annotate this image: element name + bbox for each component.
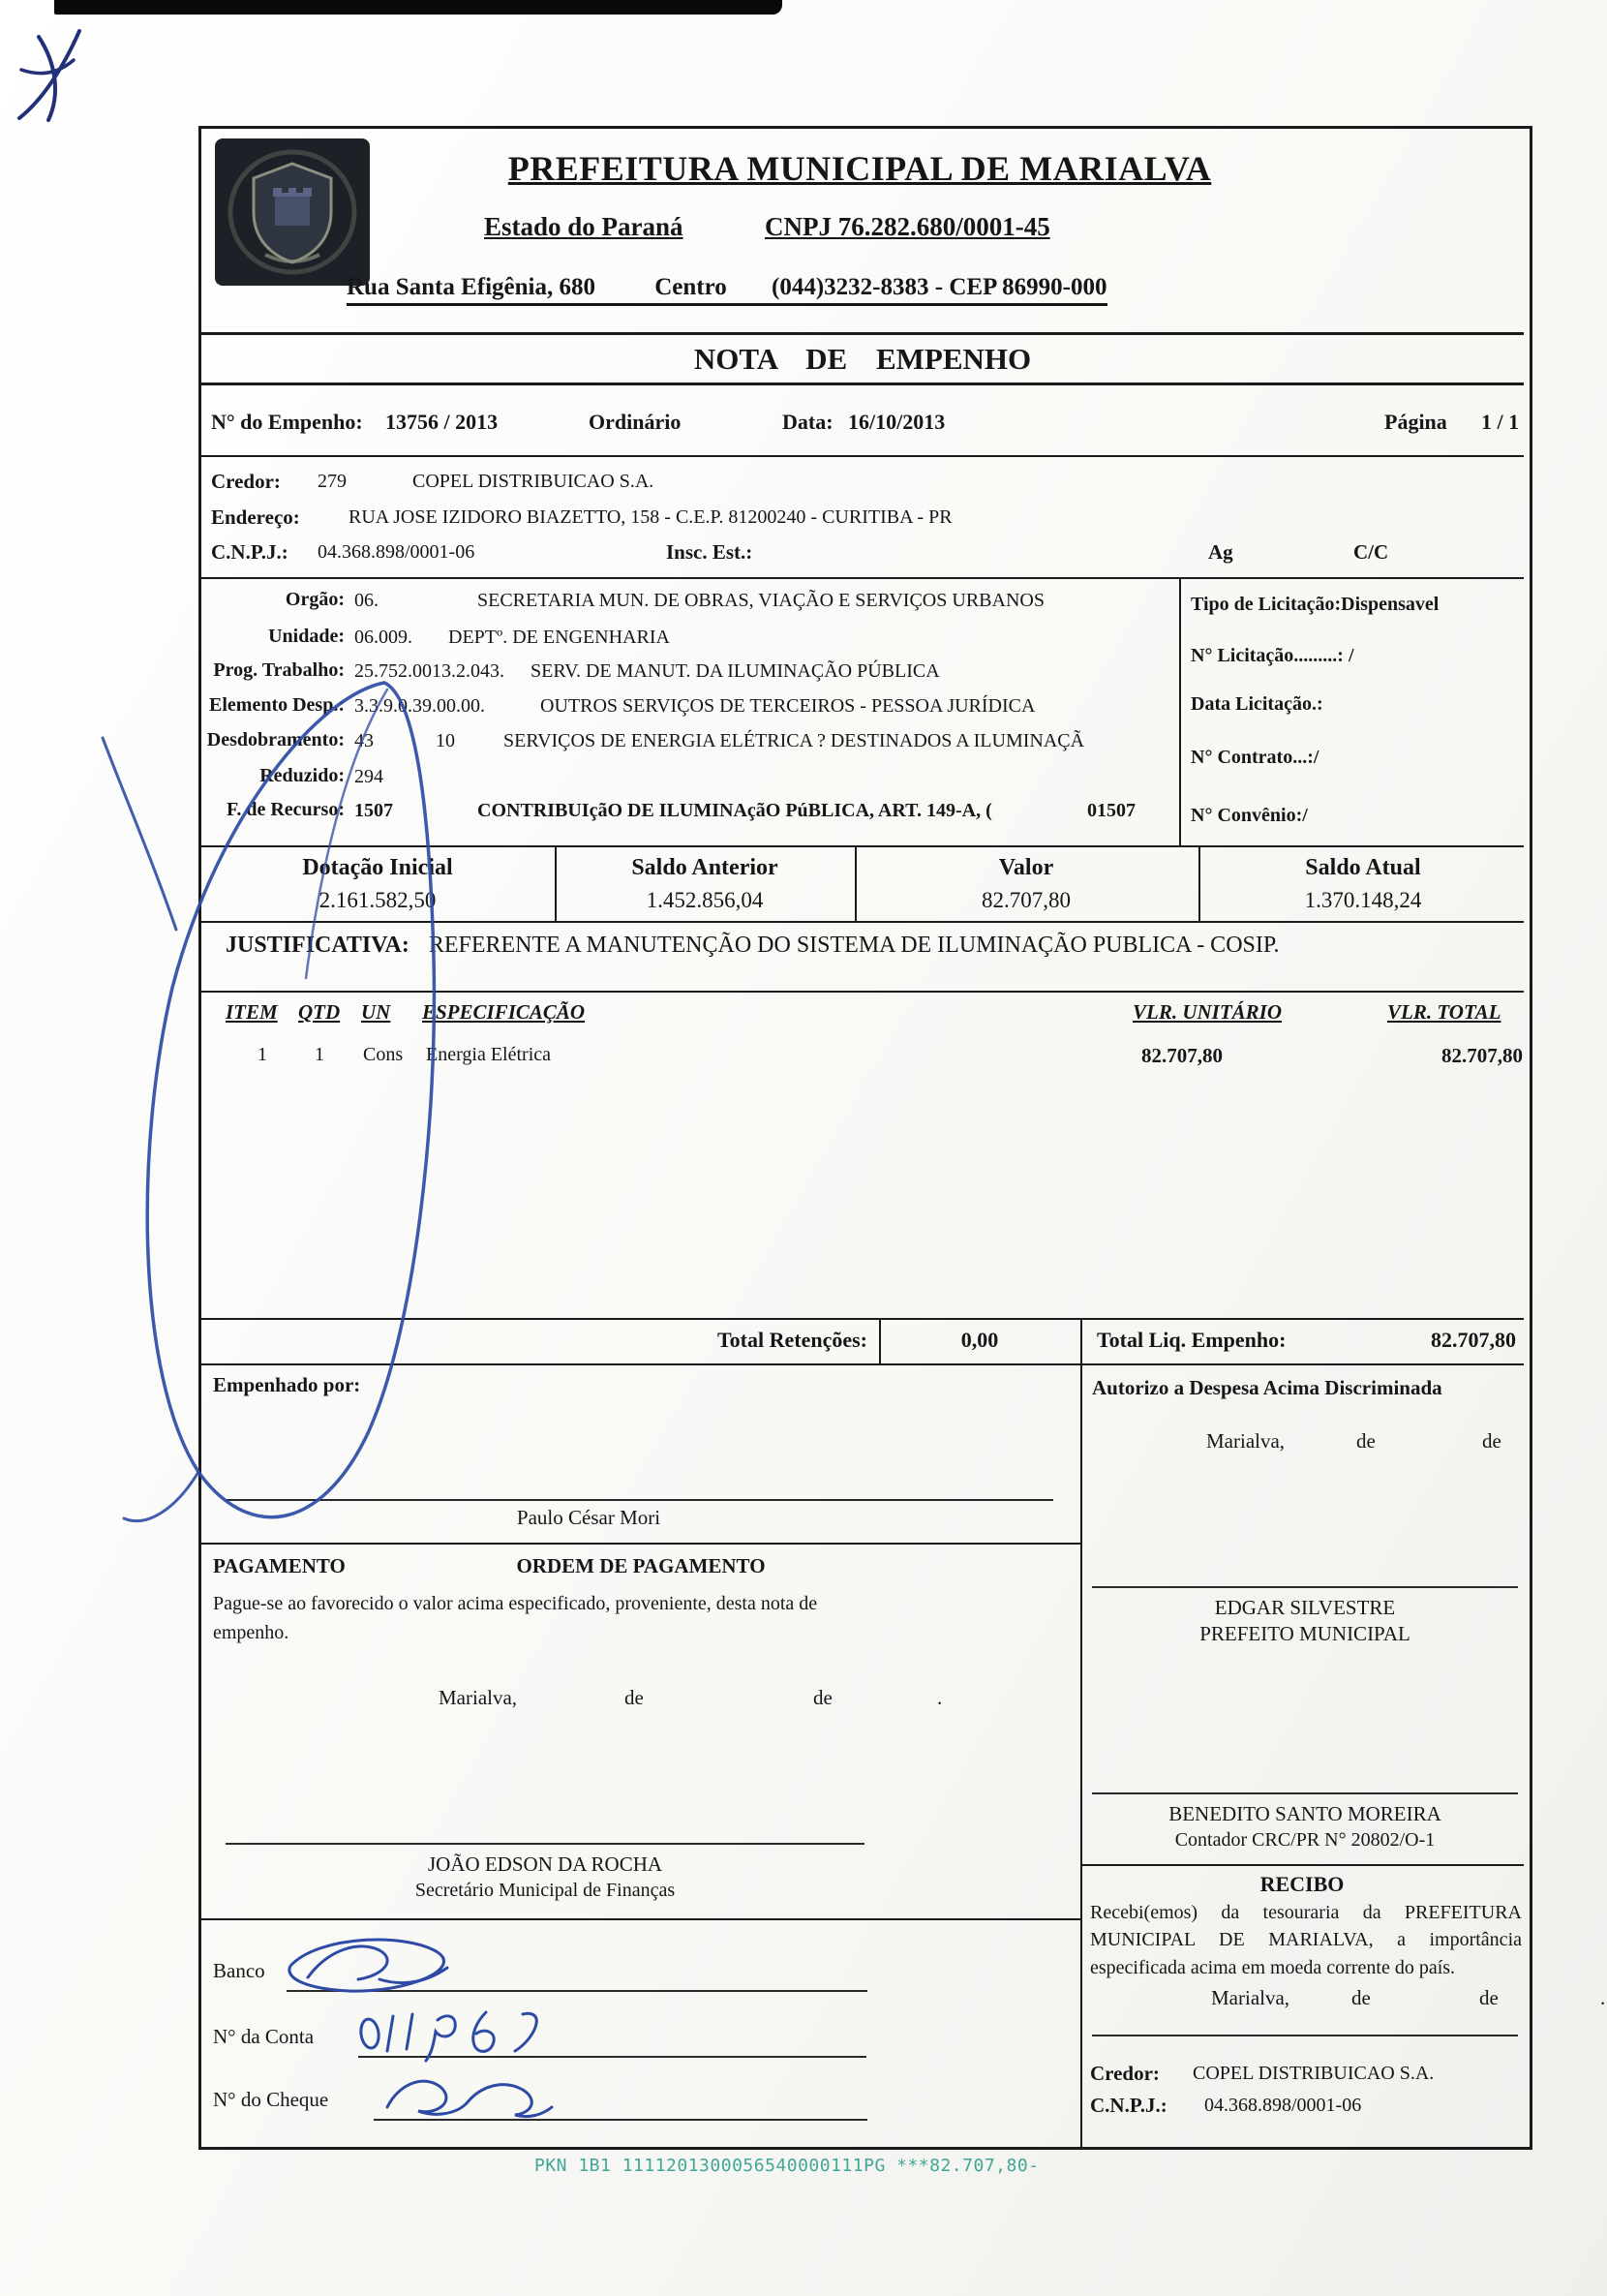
elemento-desp-code: 3.3.9.0.39.00.00.	[354, 695, 485, 717]
saldo-anterior-valor: 1.452.856,04	[646, 888, 764, 912]
total-retencoes-label: Total Retenções:	[717, 1328, 867, 1352]
col-vlr-unitario: VLR. UNITÁRIO	[1133, 1000, 1283, 1024]
credor-code: 279	[318, 471, 347, 492]
divider-line	[1198, 845, 1200, 921]
valor-valor: 82.707,80	[982, 888, 1071, 912]
secretario-cargo: Secretário Municipal de Finanças	[414, 1880, 676, 1901]
signature-line-contador	[1092, 1792, 1518, 1794]
orgao-code: 06.	[354, 590, 379, 611]
col-especificacao: ESPECIFICAÇÃO	[422, 1000, 586, 1024]
endereco-value: RUA JOSE IZIDORO BIAZETTO, 158 - C.E.P. 81200240 - CURITIBA - PR	[349, 506, 953, 528]
scan-artifact-top-bar	[54, 0, 782, 15]
licitacao-numero: N° Licitação.........: /	[1191, 645, 1354, 666]
pagamento-texto: Pague-se ao favorecido o valor acima especificado, proveniente, desta nota de empenho.	[213, 1593, 818, 1643]
banco-line	[287, 1990, 867, 1992]
col-qtd: QTD	[298, 1000, 341, 1024]
unidade-label: Unidade:	[268, 626, 345, 647]
prefeito-nome: EDGAR SILVESTRE	[1214, 1596, 1396, 1619]
orgao-desc: SECRETARIA MUN. DE OBRAS, VIAÇÃO E SERVIÇOS URBANOS	[477, 590, 1045, 611]
credor-cnpj-value: 04.368.898/0001-06	[318, 541, 475, 563]
desdobramento-desc: SERVIÇOS DE ENERGIA ELÉTRICA ? DESTINADOS A ILUMINAÇÃ	[503, 730, 1085, 751]
item-numero: 1	[258, 1044, 267, 1065]
pagamento-title: PAGAMENTO	[213, 1554, 346, 1577]
divider-line	[201, 921, 1524, 923]
valor-label: Valor	[998, 855, 1054, 880]
conta-line	[358, 2056, 866, 2058]
item-vlr-unitario: 82.707,80	[1141, 1044, 1223, 1067]
page-title	[279, 148, 1440, 189]
desdobramento-code2: 10	[436, 730, 455, 751]
dot-matrix-print: PKN 1B1 1111201300056540000111PG ***82.707,80-	[534, 2156, 1040, 2176]
cc-label: C/C	[1353, 540, 1389, 564]
recibo-de1: de	[1351, 1986, 1371, 2009]
divider-line	[879, 1318, 881, 1363]
divider-line	[201, 1918, 1080, 1920]
elemento-desp-label: Elemento Desp.:	[209, 694, 345, 716]
f-recurso-label: F. de Recurso:	[226, 799, 345, 820]
dotacao-inicial-valor: 2.161.582,50	[318, 888, 437, 912]
header-cnpj-line: CNPJ 76.282.680/0001-45	[765, 212, 1050, 241]
prog-trabalho-code: 25.752.0013.2.043.	[354, 660, 504, 682]
divider-line	[1179, 577, 1181, 845]
pagamento-cidade: Marialva,	[439, 1686, 518, 1709]
ordem-pagamento-title: ORDEM DE PAGAMENTO	[516, 1554, 766, 1577]
unidade-desc: DEPTº. DE ENGENHARIA	[448, 627, 670, 648]
cheque-label: N° do Cheque	[213, 2088, 329, 2111]
empenho-number: 13756 / 2013	[385, 410, 499, 434]
contrato-numero: N° Contrato...:/	[1191, 747, 1319, 768]
dotacao-inicial-label: Dotação Inicial	[302, 855, 453, 880]
recibo-credor-valor: COPEL DISTRIBUICAO S.A.	[1193, 2063, 1435, 2084]
total-liq-label: Total Liq. Empenho:	[1097, 1328, 1287, 1352]
col-item: ITEM	[226, 1000, 278, 1024]
street-text: Rua Santa Efigênia, 680	[347, 274, 595, 300]
empenhado-por-label: Empenhado por:	[213, 1373, 361, 1396]
col-vlr-total: VLR. TOTAL	[1387, 1000, 1501, 1024]
banco-label: Banco	[213, 1959, 265, 1982]
justificativa-text: REFERENTE A MANUTENÇÃO DO SISTEMA DE ILUMINAÇÃO PUBLICA - COSIP.	[428, 933, 1280, 958]
state-line: Estado do Paraná	[484, 212, 683, 241]
signature-line-recibo	[1092, 2035, 1518, 2036]
signature-line-empenhado	[226, 1499, 1053, 1501]
pagamento-de2: de	[813, 1686, 833, 1709]
item-un: Cons	[363, 1044, 404, 1065]
autorizo-title: Autorizo a Despesa Acima Discriminada	[1092, 1376, 1442, 1399]
credor-name: COPEL DISTRIBUICAO S.A.	[412, 471, 654, 492]
saldo-anterior-label: Saldo Anterior	[631, 855, 778, 880]
prog-trabalho-label: Prog. Trabalho:	[213, 659, 345, 681]
recibo-ponto: .	[1600, 1986, 1606, 2009]
unidade-code: 06.009.	[354, 627, 412, 648]
total-liq-valor: 82.707,80	[1431, 1328, 1516, 1352]
divider-line	[1080, 1864, 1524, 1866]
col-un: UN	[361, 1000, 391, 1024]
date-label: Data:	[782, 410, 834, 434]
signature-line-prefeito	[1092, 1586, 1518, 1588]
cheque-line	[374, 2119, 867, 2121]
recibo-credor-label: Credor:	[1090, 2062, 1160, 2085]
empenhado-assinante: Paulo César Mori	[516, 1506, 661, 1529]
autorizo-de2: de	[1482, 1429, 1501, 1453]
justificativa-label: JUSTIFICATIVA:	[226, 933, 409, 958]
convenio-numero: N° Convênio:/	[1191, 805, 1308, 826]
divider-line	[201, 1318, 1524, 1320]
recibo-cidade: Marialva,	[1211, 1986, 1290, 2009]
address-line	[347, 274, 1107, 306]
recibo-cnpj-valor: 04.368.898/0001-06	[1204, 2095, 1362, 2116]
conta-label: N° da Conta	[213, 2025, 315, 2048]
pagamento-de1: de	[624, 1686, 644, 1709]
recibo-title: RECIBO	[1259, 1872, 1345, 1896]
page-number: 1 / 1	[1481, 410, 1520, 434]
endereco-label: Endereço:	[211, 505, 300, 529]
saldo-atual-valor: 1.370.148,24	[1304, 888, 1422, 912]
prog-trabalho-desc: SERV. DE MANUT. DA ILUMINAÇÃO PÚBLICA	[531, 660, 940, 682]
justificativa-row	[226, 933, 1280, 959]
recibo-cnpj-label: C.N.P.J.:	[1090, 2094, 1167, 2117]
recibo-texto: Recebi(emos) da tesouraria da PREFEITURA MUNICIPAL DE MARIALVA, a importância especificada acima em moeda corrente do país.	[1090, 1902, 1522, 1978]
item-especificacao: Energia Elétrica	[426, 1044, 552, 1065]
desdobramento-label: Desdobramento:	[206, 729, 345, 750]
empenho-label: N° do Empenho:	[211, 410, 363, 434]
contador-cargo: Contador CRC/PR N° 20802/O-1	[1174, 1829, 1436, 1851]
district-text: Centro	[654, 274, 727, 300]
insc-est-label: Insc. Est.:	[666, 540, 753, 564]
divider-line	[201, 845, 1524, 847]
ag-label: Ag	[1208, 540, 1233, 564]
page-label: Página	[1384, 410, 1447, 434]
divider-line	[855, 845, 857, 921]
divider-line	[201, 455, 1524, 457]
licitacao-tipo: Tipo de Licitação:Dispensavel	[1191, 594, 1440, 615]
saldo-atual-label: Saldo Atual	[1305, 855, 1421, 880]
divider-line	[201, 1543, 1080, 1545]
signature-line-secretario	[226, 1843, 864, 1845]
licitacao-data: Data Licitação.:	[1191, 693, 1323, 715]
divider-line	[201, 577, 1524, 579]
elemento-desp-desc: OUTROS SERVIÇOS DE TERCEIROS - PESSOA JURÍDICA	[540, 695, 1036, 717]
recibo-de2: de	[1479, 1986, 1499, 2009]
reduzido-label: Reduzido:	[259, 765, 345, 786]
secretario-nome: JOÃO EDSON DA ROCHA	[427, 1852, 663, 1876]
column-divider	[1080, 1318, 1082, 2147]
divider-line	[201, 1363, 1524, 1365]
contador-nome: BENEDITO SANTO MOREIRA	[1168, 1802, 1441, 1825]
document-title: NOTA DE EMPENHO	[201, 332, 1524, 385]
desdobramento-code: 43	[354, 730, 374, 751]
divider-line	[555, 845, 557, 921]
item-qtd: 1	[315, 1044, 324, 1065]
empenho-type: Ordinário	[589, 410, 682, 434]
autorizo-cidade: Marialva,	[1206, 1429, 1286, 1453]
credor-label: Credor:	[211, 470, 281, 493]
pen-mark-corner	[0, 12, 136, 147]
page-title-text: PREFEITURA MUNICIPAL DE MARIALVA	[507, 149, 1212, 188]
orgao-label: Orgão:	[285, 589, 345, 610]
credor-cnpj-label: C.N.P.J.:	[211, 540, 288, 564]
phone-cep-text: (044)3232-8383 - CEP 86990-000	[772, 274, 1107, 300]
autorizo-de1: de	[1356, 1429, 1376, 1453]
item-vlr-total: 82.707,80	[1441, 1044, 1523, 1067]
pagamento-ponto: .	[937, 1686, 943, 1709]
f-recurso-extra: 01507	[1087, 800, 1136, 821]
total-retencoes-valor: 0,00	[960, 1328, 999, 1352]
prefeito-cargo: PREFEITO MUNICIPAL	[1199, 1622, 1410, 1645]
nota-empenho-form	[198, 126, 1606, 2150]
date-value: 16/10/2013	[848, 410, 946, 434]
f-recurso-desc: CONTRIBUIçãO DE ILUMINAçãO PúBLICA, ART. 149-A, (	[477, 800, 992, 821]
f-recurso-code: 1507	[354, 800, 393, 821]
reduzido-code: 294	[354, 766, 383, 787]
divider-line	[201, 991, 1524, 993]
